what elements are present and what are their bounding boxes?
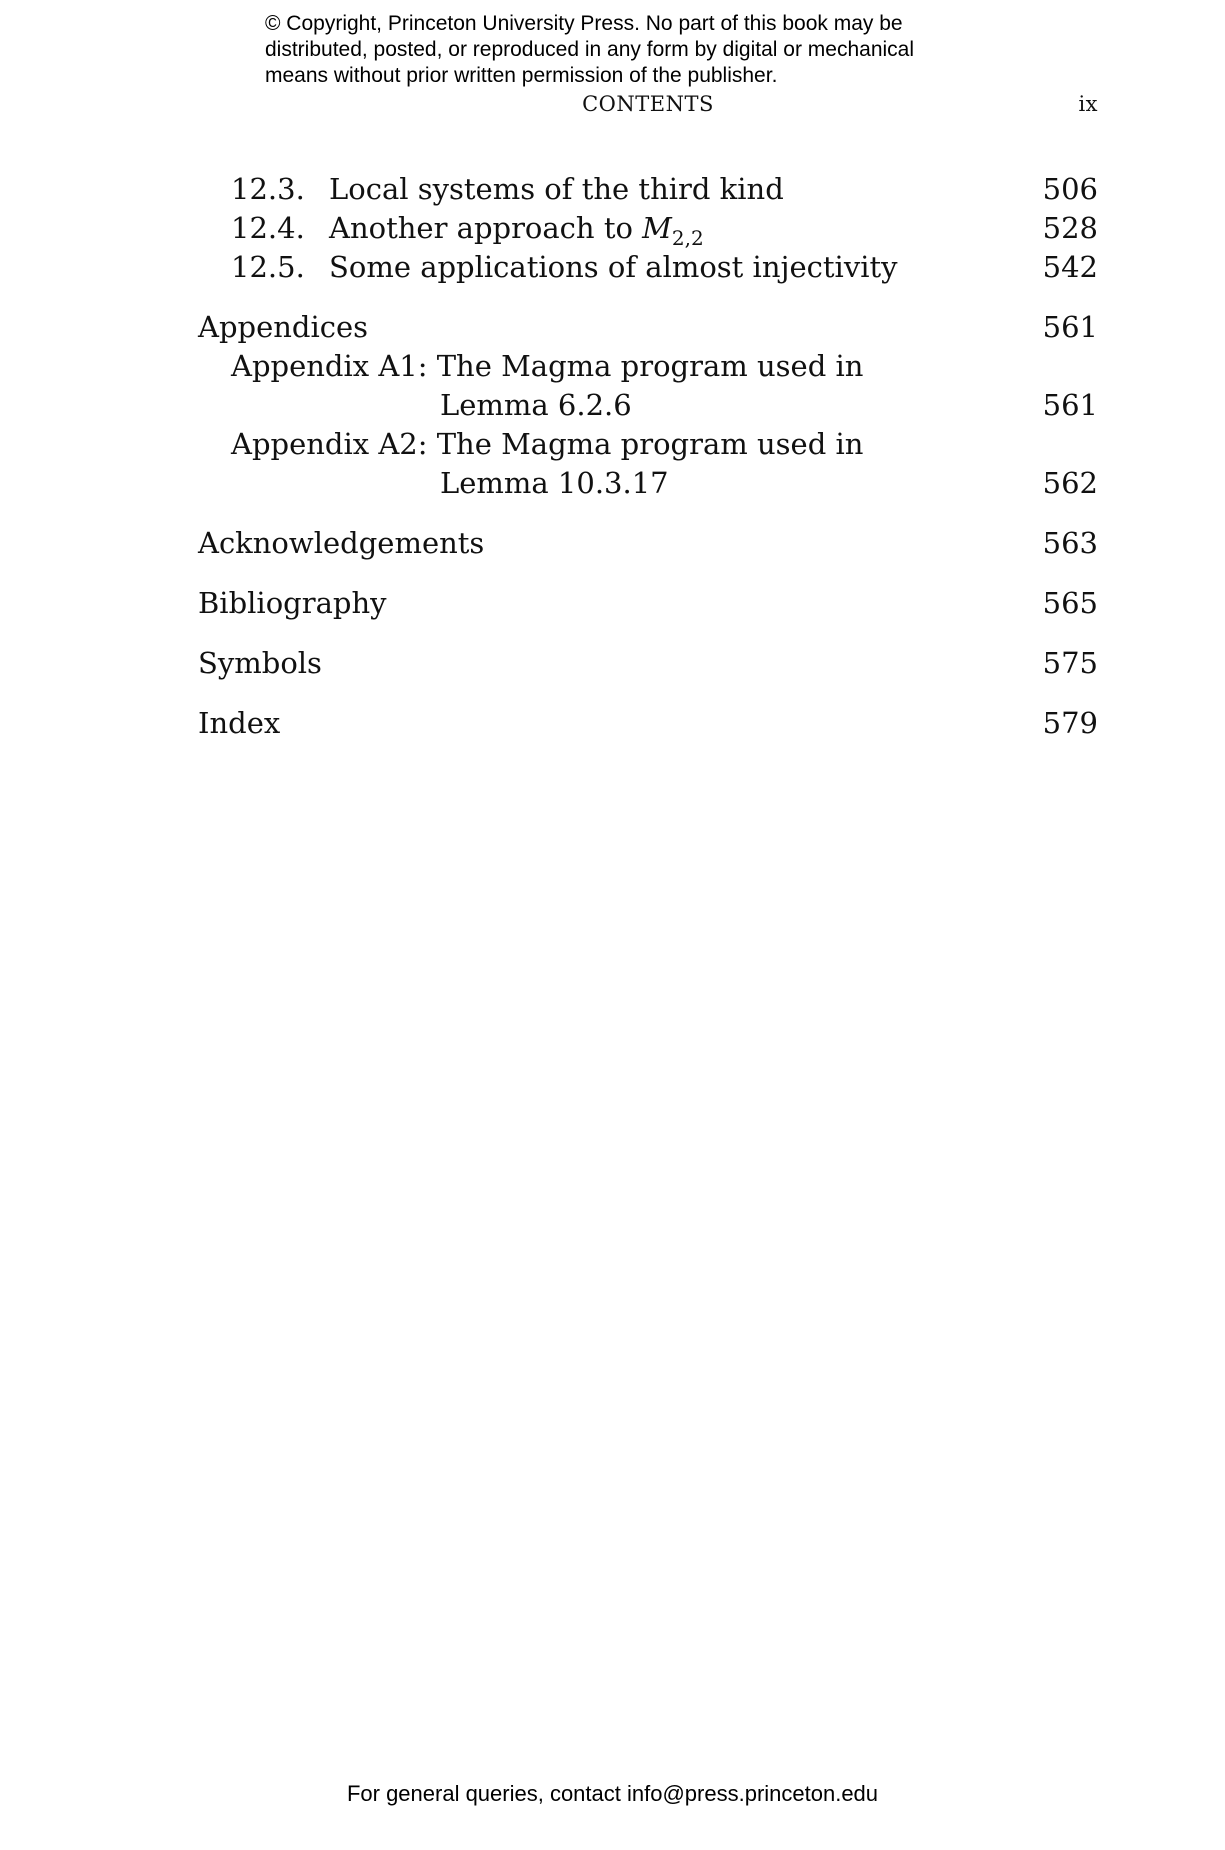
chapter-page: 563 — [1042, 526, 1098, 560]
toc-entry-appendix-continuation — [198, 464, 1098, 503]
toc-entry-section — [198, 170, 1098, 209]
toc-entry-section — [198, 248, 1098, 287]
chapter-title: Appendices — [198, 310, 369, 344]
table-of-contents — [198, 170, 1098, 743]
toc-entry-appendix-continuation — [198, 386, 1098, 425]
chapter-page: 579 — [1042, 706, 1098, 740]
toc-entry-index — [198, 704, 1098, 743]
appendix-title-continuation: Lemma 10.3.17 — [440, 466, 669, 500]
copyright-line: © Copyright, Princeton University Press. No part of this book may be — [265, 12, 903, 35]
section-number: 12.4. — [231, 211, 305, 245]
page-number: ix — [1078, 92, 1098, 116]
appendix-page: 562 — [1042, 466, 1098, 500]
chapter-title: Bibliography — [198, 586, 387, 620]
section-title: Some applications of almost injectivity — [329, 250, 898, 284]
copyright-line: means without prior written permission of the publisher. — [265, 64, 778, 87]
appendix-title: Appendix A1: The Magma program used in — [231, 349, 864, 383]
toc-entry-appendix — [198, 425, 1098, 464]
toc-entry-acknowledgements — [198, 524, 1098, 563]
appendix-page: 561 — [1042, 388, 1098, 422]
section-page: 528 — [1042, 211, 1098, 245]
toc-entry-symbols — [198, 644, 1098, 683]
chapter-page: 561 — [1042, 310, 1098, 344]
section-number: 12.5. — [231, 250, 305, 284]
chapter-title: Acknowledgements — [198, 526, 485, 560]
chapter-page: 565 — [1042, 586, 1098, 620]
section-title-text: Another approach to — [329, 211, 643, 245]
running-head-title: CONTENTS — [582, 92, 714, 116]
section-number: 12.3. — [231, 172, 305, 206]
toc-entry-section — [198, 209, 1098, 248]
math-symbol: M — [642, 211, 672, 245]
running-head — [198, 92, 1098, 122]
toc-entry-appendices — [198, 308, 1098, 347]
toc-entry-bibliography — [198, 584, 1098, 623]
section-title — [329, 209, 704, 251]
section-title: Local systems of the third kind — [329, 172, 784, 206]
copyright-notice — [265, 11, 985, 89]
section-page: 542 — [1042, 250, 1098, 284]
copyright-line: distributed, posted, or reproduced in any form by digital or mechanical — [265, 38, 915, 61]
section-page: 506 — [1042, 172, 1098, 206]
chapter-page: 575 — [1042, 646, 1098, 680]
footer-contact: For general queries, contact info@press.princeton.edu — [346, 1781, 879, 1806]
toc-entry-appendix — [198, 347, 1098, 386]
appendix-title-continuation: Lemma 6.2.6 — [440, 388, 632, 422]
appendix-title: Appendix A2: The Magma program used in — [231, 427, 864, 461]
chapter-title: Index — [198, 706, 281, 740]
math-subscript: 2,2 — [671, 226, 704, 250]
chapter-title: Symbols — [198, 646, 322, 680]
